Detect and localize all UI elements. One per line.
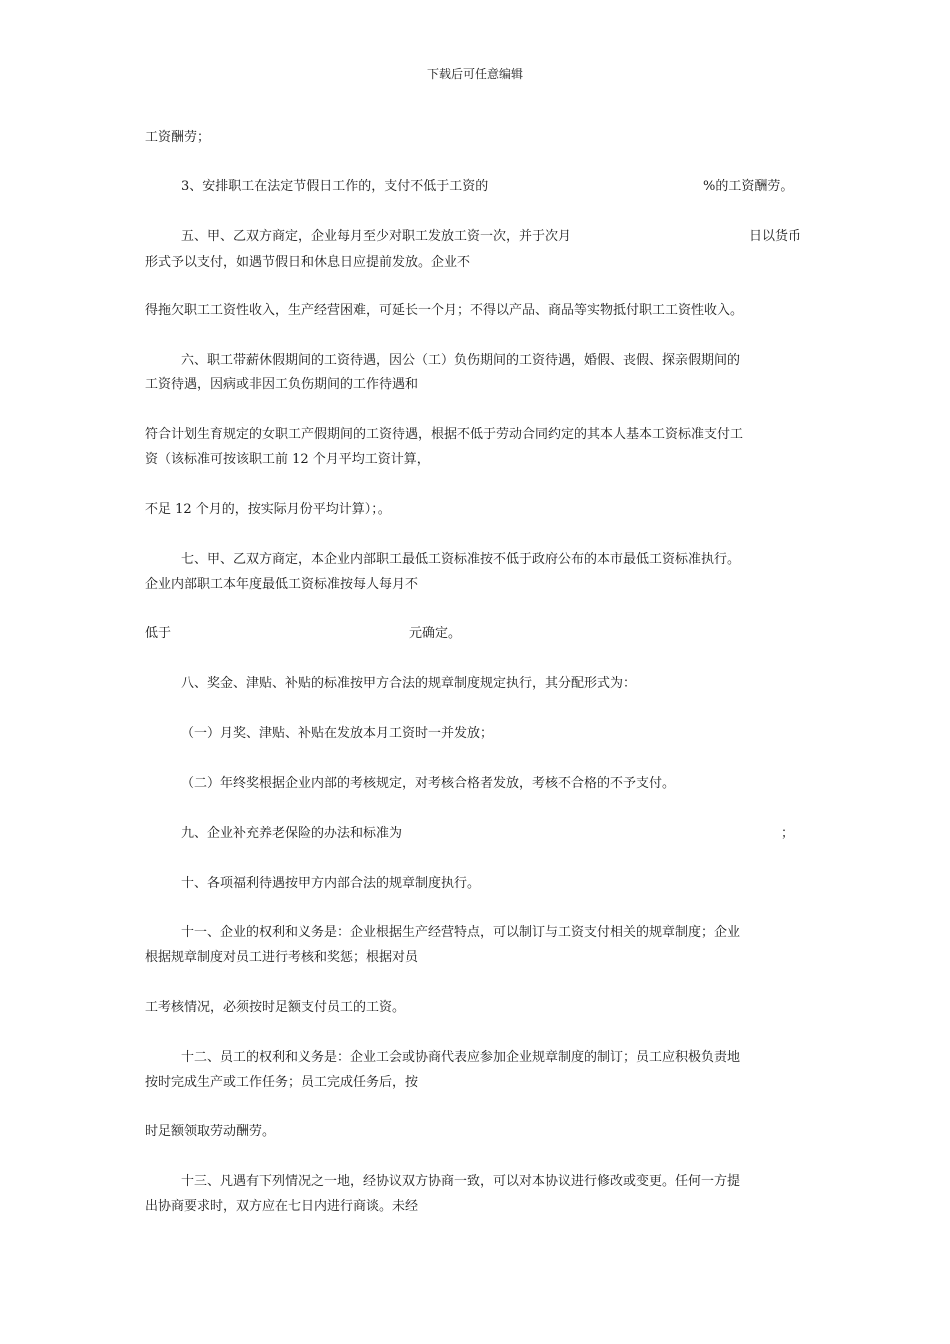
text-line: 十、各项福利待遇按甲方内部合法的规章制度执行。 — [181, 876, 481, 891]
text-line: 元确定。 — [409, 626, 462, 641]
text-line: 九、企业补充养老保险的办法和标准为 — [181, 826, 403, 841]
text-line: 形式予以支付，如遇节假日和休息日应提前发放。企业不 — [145, 255, 471, 270]
text-line: 企业内部职工本年度最低工资标准按每人每月不 — [145, 577, 419, 592]
text-line: 不足 12 个月的，按实际月份平均计算）；。 — [145, 502, 391, 517]
text-line: 十二、员工的权利和义务是：企业工会或协商代表应参加企业规章制度的制订；员工应积极负责地 — [181, 1050, 741, 1065]
text-line: （二）年终奖根据企业内部的考核规定，对考核合格者发放，考核不合格的不予支付。 — [181, 776, 676, 791]
text-line: 时足额领取劳动酬劳。 — [145, 1124, 276, 1139]
text-line: 低于 — [145, 626, 172, 641]
text-line: 工资待遇，因病或非因工负伤期间的工作待遇和 — [145, 377, 419, 392]
text-line: 出协商要求时，双方应在七日内进行商谈。未经 — [145, 1199, 419, 1214]
text-line: 符合计划生育规定的女职工产假期间的工资待遇，根据不低于劳动合同约定的其本人基本工资标准支付工 — [145, 427, 744, 442]
text-line: 按时完成生产或工作任务；员工完成任务后，按 — [145, 1075, 419, 1090]
text-line: 十一、企业的权利和义务是：企业根据生产经营特点，可以制订与工资支付相关的规章制度；企业 — [181, 925, 741, 940]
text-line: 七、甲、乙双方商定，本企业内部职工最低工资标准按不低于政府公布的本市最低工资标准执行。 — [181, 552, 741, 567]
text-line: ； — [781, 826, 795, 841]
text-line: （一）月奖、津贴、补贴在发放本月工资时一并发放； — [181, 726, 494, 741]
page-header: 下载后可任意编辑 — [426, 67, 523, 81]
text-line: 工考核情况，必须按时足额支付员工的工资。 — [145, 1000, 406, 1015]
text-line: 工资酬劳； — [145, 130, 211, 145]
text-line: 资（该标准可按该职工前 12 个月平均工资计算， — [145, 452, 430, 467]
text-line: 五、甲、乙双方商定，企业每月至少对职工发放工资一次，并于次月 — [181, 229, 572, 244]
text-line: %的工资酬劳。 — [703, 179, 794, 194]
text-line: 八、奖金、津贴、补贴的标准按甲方合法的规章制度规定执行，其分配形式为： — [181, 676, 637, 691]
text-line: 六、职工带薪休假期间的工资待遇，因公（工）负伤期间的工资待遇，婚假、丧假、探亲假期间的 — [181, 353, 741, 368]
text-line: 根据规章制度对员工进行考核和奖惩；根据对员 — [145, 950, 419, 965]
text-line: 3、安排职工在法定节假日工作的，支付不低于工资的 — [181, 179, 489, 194]
text-line: 得拖欠职工工资性收入，生产经营困难，可延长一个月；不得以产品、商品等实物抵付职工工资性收入。 — [145, 303, 744, 318]
text-line: 十三、凡遇有下列情况之一地，经协议双方协商一致，可以对本协议进行修改或变更。任何一方提 — [181, 1174, 741, 1189]
text-line: 日以货币 — [749, 229, 802, 244]
